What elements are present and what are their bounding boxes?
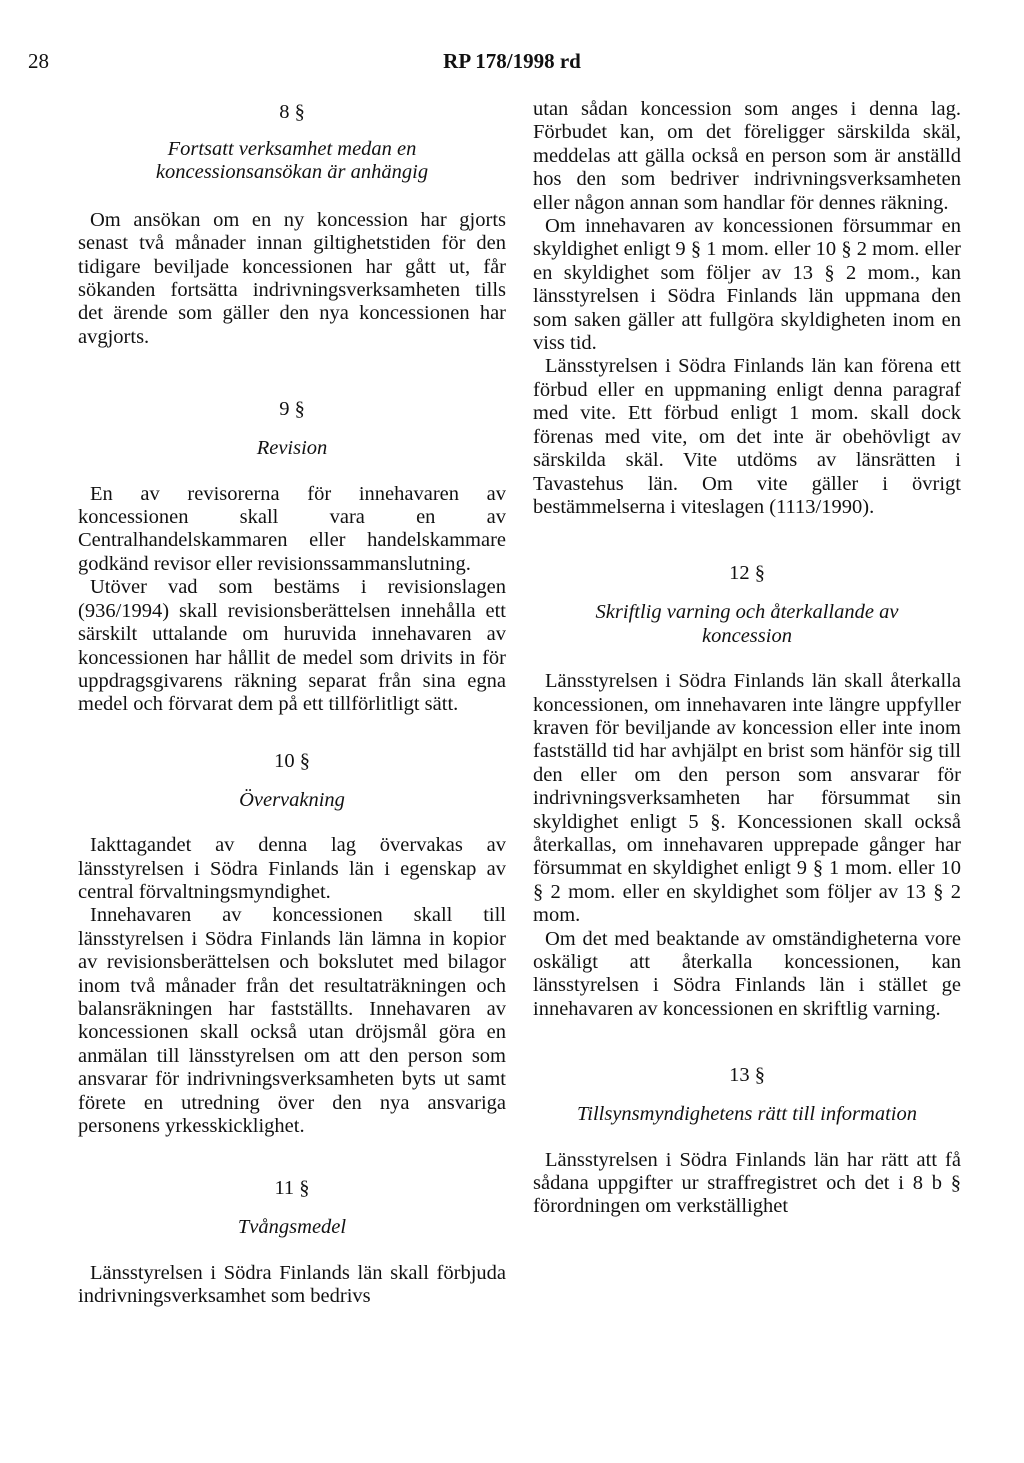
section-number: 12 §	[729, 562, 765, 585]
paragraph: Om innehavaren av koncessionen försummar en skyldighet enligt 9 § 1 mom. eller 10 § 2 mom. eller en skyldighet som följer av 13 § 2 mom., kan länsstyrelsen i Södra Finlands län uppmana den som saken gäller att fullgöra skyldigheten inom en viss tid.	[533, 215, 961, 355]
paragraph: En av revisorerna för innehavaren av koncessionen skall vara en av Centralhandelskammaren eller handelskammare godkänd revisor eller revisionssammanslutning.	[78, 482, 506, 575]
section-number: 10 §	[274, 749, 310, 772]
section-title: Tvångsmedel	[237, 1216, 347, 1239]
section-10	[78, 747, 506, 1139]
paragraph: Länsstyrelsen i Södra Finlands län har rätt att få sådana uppgifter ur straffregistret och det i 8 b § förordningen om verkställighet	[533, 1148, 961, 1218]
right-column	[533, 98, 961, 1219]
section-8	[78, 98, 506, 349]
paragraph: Länsstyrelsen i Södra Finlands län kan förena ett förbud eller en uppmaning enligt denna paragraf med vite. Ett förbud enligt 1 mom. skall dock förenas med vite, om det inte är obehövligt av särskilda skäl. Vite utdöms av länsrätten i Tavastehus län. Om vite gäller i övrigt bestämmelserna i viteslagen (1113/1990).	[533, 355, 961, 518]
paragraph: Iakttagandet av denna lag övervakas av länsstyrelsen i Södra Finlands län i egenskap av central förvaltningsmyndighet.	[78, 834, 506, 903]
paragraph: Utöver vad som bestäms i revisionslagen (936/1994) skall revisionsberättelsen innehålla ett särskilt uttalande om huruvida innehavaren av koncessionen har hållit de medel som drivits in för uppdragsgivarens räkning separat från sina egna medel och förvarat dem på ett tillförlitligt sätt.	[78, 576, 506, 716]
paragraph: Innehavaren av koncessionen skall till länsstyrelsen i Södra Finlands län lämna in kopior av revisionsberättelsen och bokslutet med bilagor inom två månader från det resultaträkningen och balansräkningen har fastställts. Innehavaren av koncessionen skall också utan dröjsmål göra en anmälan till länsstyrelsen om att den person som ansvarar för indrivningsverksamheten byts ut samt förete en utredning över den nya ansvariga personens yrkesskicklighet.	[78, 904, 506, 1137]
section-9	[78, 395, 506, 716]
left-column	[78, 98, 506, 1309]
section-number: 11 §	[274, 1177, 310, 1200]
section-number: 13 §	[729, 1064, 765, 1087]
page-number: 28	[28, 49, 49, 73]
section-number: 9 §	[279, 398, 305, 421]
paragraph: Länsstyrelsen i Södra Finlands län skall förbjuda indrivningsverksamhet som bedrivs	[78, 1261, 506, 1308]
section-title: Fortsatt verksamhet medan en koncessionsansökan är anhängig	[155, 138, 429, 184]
section-11-continued	[533, 98, 961, 519]
running-title: RP 178/1998 rd	[443, 49, 581, 73]
section-number: 8 §	[279, 101, 305, 123]
section-11	[78, 1174, 506, 1308]
section-title: Skriftlig varning och återkallande av koncession	[595, 601, 899, 647]
section-title: Tillsynsmyndighetens rätt till information	[577, 1103, 917, 1126]
paragraph: Om ansökan om en ny koncession har gjorts senast två månader innan giltighetstiden för den tidigare beviljade koncessionen har gått ut, får sökanden fortsätta indrivningsverksamheten tills det ärende som gäller den nya koncessionen har avgjorts.	[78, 208, 506, 348]
paragraph: Om det med beaktande av omständigheterna vore oskäligt att återkalla koncessionen, kan länsstyrelsen i Södra Finlands län i stället ge innehavaren av koncessionen en skriftlig varning.	[533, 927, 961, 1020]
section-12	[533, 559, 961, 1021]
section-title: Övervakning	[239, 788, 345, 811]
paragraph: utan sådan koncession som anges i denna lag. Förbudet kan, om det föreligger särskilda skäl, meddelas att gälla också en person som är anställd hos den som bedriver indrivningsverksamheten eller någon annan som handlar för dennes räkning.	[533, 98, 961, 214]
section-title: Revision	[256, 437, 328, 460]
section-13	[533, 1061, 961, 1219]
paragraph: Länsstyrelsen i Södra Finlands län skall återkalla koncessionen, om innehavaren inte längre uppfyller kraven för beviljande av koncession eller inte inom fastställd tid har avhjälpt en brist som hänför sig till den eller om den person som ansvarar för indrivningsverksamheten har försummat sin skyldighet enligt 5 §. Koncessionen skall också återkallas, om innehavaren upprepade gånger har försummat en skyldighet enligt 9 § 1 mom. eller 10 § 2 mom. eller en skyldighet som följer av 13 § 2 mom.	[533, 670, 961, 927]
